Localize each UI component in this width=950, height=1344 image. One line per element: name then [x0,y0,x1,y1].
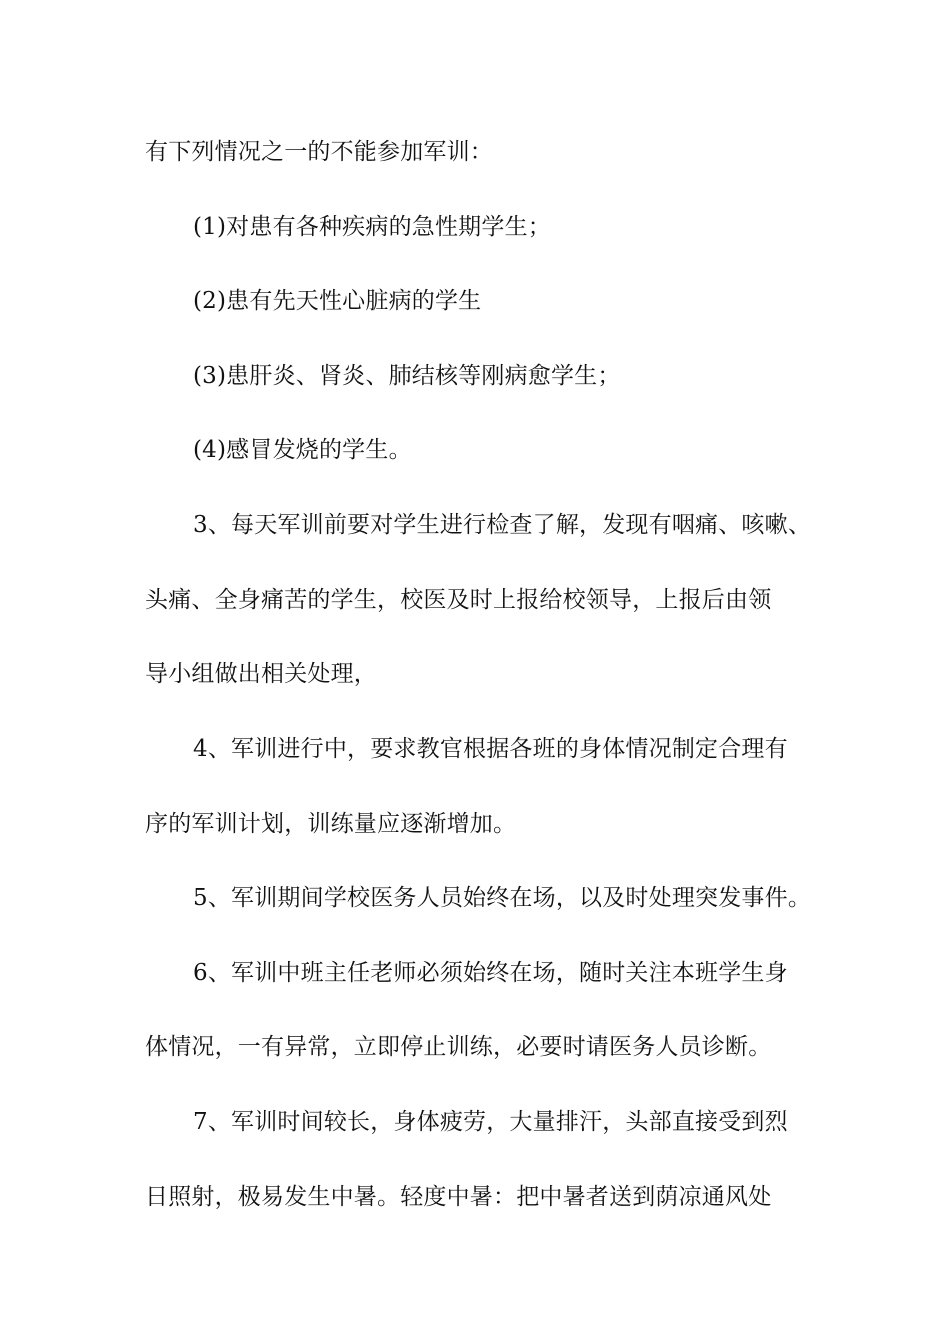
paragraph-line: 序的军训计划，训练量应逐渐增加。 [145,811,517,837]
paragraph-line: 导小组做出相关处理， [145,661,377,687]
paragraph-line: 日照射，极易发生中暑。轻度中暑：把中暑者送到荫凉通风处 [145,1184,772,1210]
paragraph-line: 6、军训中班主任老师必须始终在场，随时关注本班学生身 [193,960,788,986]
list-item: (1)对患有各种疾病的急性期学生； [193,214,551,240]
paragraph-line: 4、军训进行中，要求教官根据各班的身体情况制定合理有 [193,736,788,762]
list-item: (4)感冒发烧的学生。 [193,437,412,463]
list-item: (3)患肝炎、肾炎、肺结核等刚病愈学生； [193,363,621,389]
paragraph-line: 3、每天军训前要对学生进行检查了解，发现有咽痛、咳嗽、 [193,512,812,538]
paragraph-line: 体情况，一有异常，立即停止训练，必要时请医务人员诊断。 [145,1034,772,1060]
paragraph-line: 有下列情况之一的不能参加军训： [145,139,493,165]
paragraph-line: 7、军训时间较长，身体疲劳，大量排汗，头部直接受到烈 [193,1109,788,1135]
list-item: (2)患有先天性心脏病的学生 [193,288,482,314]
paragraph-line: 头痛、全身痛苦的学生，校医及时上报给校领导，上报后由领 [145,587,772,613]
paragraph-line: 5、军训期间学校医务人员始终在场，以及时处理突发事件。 [193,885,812,911]
